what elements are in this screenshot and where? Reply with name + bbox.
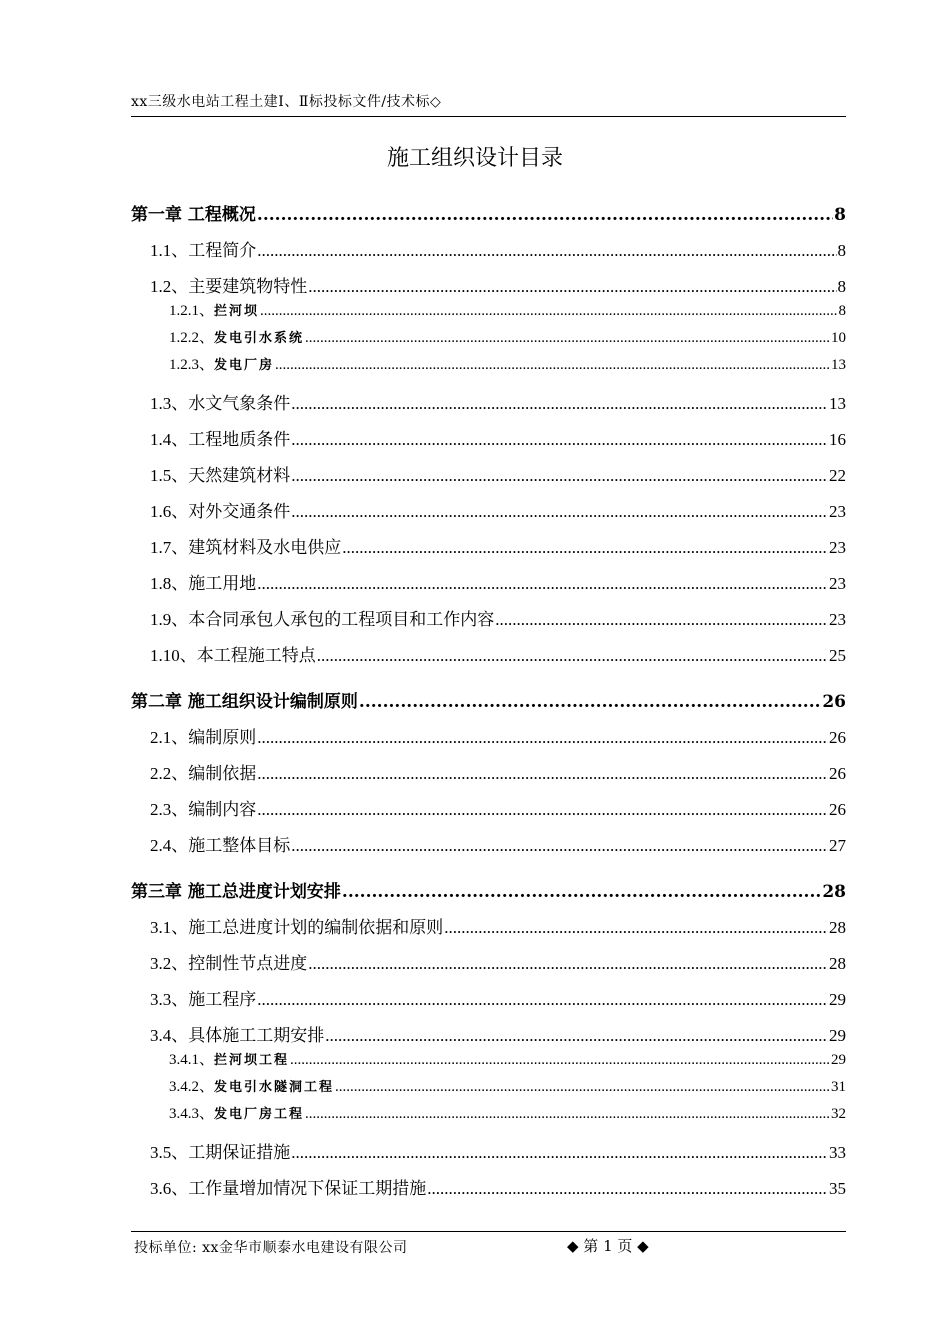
- toc-item-1-5[interactable]: 1.5、天然建筑材料 ..... 22: [150, 461, 846, 486]
- toc-item-1-2-3[interactable]: 1.2.3、发电厂房 ..... 13: [169, 353, 846, 374]
- toc-item-1-1[interactable]: 1.1、工程简介 ..... 8: [150, 236, 846, 261]
- toc-item-3-6[interactable]: 3.6、工作量增加情况下保证工期措施 ..... 35: [150, 1174, 846, 1199]
- toc-item-1-9[interactable]: 1.9、本合同承包人承包的工程项目和工作内容 ..... 23: [150, 605, 846, 630]
- toc-item-1-4[interactable]: 1.4、工程地质条件 ..... 16: [150, 425, 846, 450]
- page-title: 施工组织设计目录: [386, 146, 563, 171]
- toc-item-2-2[interactable]: 2.2、编制依据 ..... 26: [150, 759, 846, 784]
- footer-company: 投标单位: xx金华市顺泰水电建设有限公司: [134, 1240, 408, 1256]
- toc-item-1-2[interactable]: 1.2、主要建筑物特性 ..... 8: [150, 272, 846, 297]
- toc-item-3-3[interactable]: 3.3、施工程序 ..... 29: [150, 985, 846, 1010]
- toc-item-1-2-2[interactable]: 1.2.2、发电引水系统 ..... 10: [169, 326, 846, 347]
- toc-item-3-5[interactable]: 3.5、工期保证措施 ..... 33: [150, 1138, 846, 1163]
- toc-item-2-1[interactable]: 2.1、编制原则 ..... 26: [150, 723, 846, 748]
- toc-chapter-1[interactable]: 第一章 工程概况 ..... 8: [131, 200, 846, 225]
- toc-item-3-2[interactable]: 3.2、控制性节点进度 ..... 28: [150, 949, 846, 974]
- toc-item-3-4-2[interactable]: 3.4.2、发电引水隧洞工程 ..... 31: [169, 1075, 846, 1096]
- page-header: xx三级水电站工程土建Ⅰ、Ⅱ标投标文件/技术标◇: [131, 92, 846, 117]
- toc-item-3-1[interactable]: 3.1、施工总进度计划的编制依据和原则 ..... 28: [150, 913, 846, 938]
- footer-divider: [131, 1231, 846, 1232]
- footer-page-number: ◆ 第 1 页 ◆: [567, 1237, 649, 1255]
- toc-item-1-6[interactable]: 1.6、对外交通条件 ..... 23: [150, 497, 846, 522]
- toc-chapter-2[interactable]: 第二章 施工组织设计编制原则 ..... 26: [131, 687, 846, 712]
- toc-item-1-7[interactable]: 1.7、建筑材料及水电供应 ..... 23: [150, 533, 846, 558]
- toc-item-1-2-1[interactable]: 1.2.1、拦河坝 ..... 8: [169, 299, 846, 320]
- toc-item-1-8[interactable]: 1.8、施工用地 ..... 23: [150, 569, 846, 594]
- toc-chapter-3[interactable]: 第三章 施工总进度计划安排 ..... 28: [131, 877, 846, 902]
- toc-item-2-4[interactable]: 2.4、施工整体目标 ..... 27: [150, 831, 846, 856]
- toc-item-3-4[interactable]: 3.4、具体施工工期安排 ..... 29: [150, 1021, 846, 1046]
- toc-item-1-3[interactable]: 1.3、水文气象条件 ..... 13: [150, 389, 846, 414]
- toc-item-3-4-3[interactable]: 3.4.3、发电厂房工程 ..... 32: [169, 1102, 846, 1123]
- toc-item-2-3[interactable]: 2.3、编制内容 ..... 26: [150, 795, 846, 820]
- toc-item-1-10[interactable]: 1.10、本工程施工特点 ..... 25: [150, 641, 846, 666]
- toc-item-3-4-1[interactable]: 3.4.1、拦河坝工程 ..... 29: [169, 1048, 846, 1069]
